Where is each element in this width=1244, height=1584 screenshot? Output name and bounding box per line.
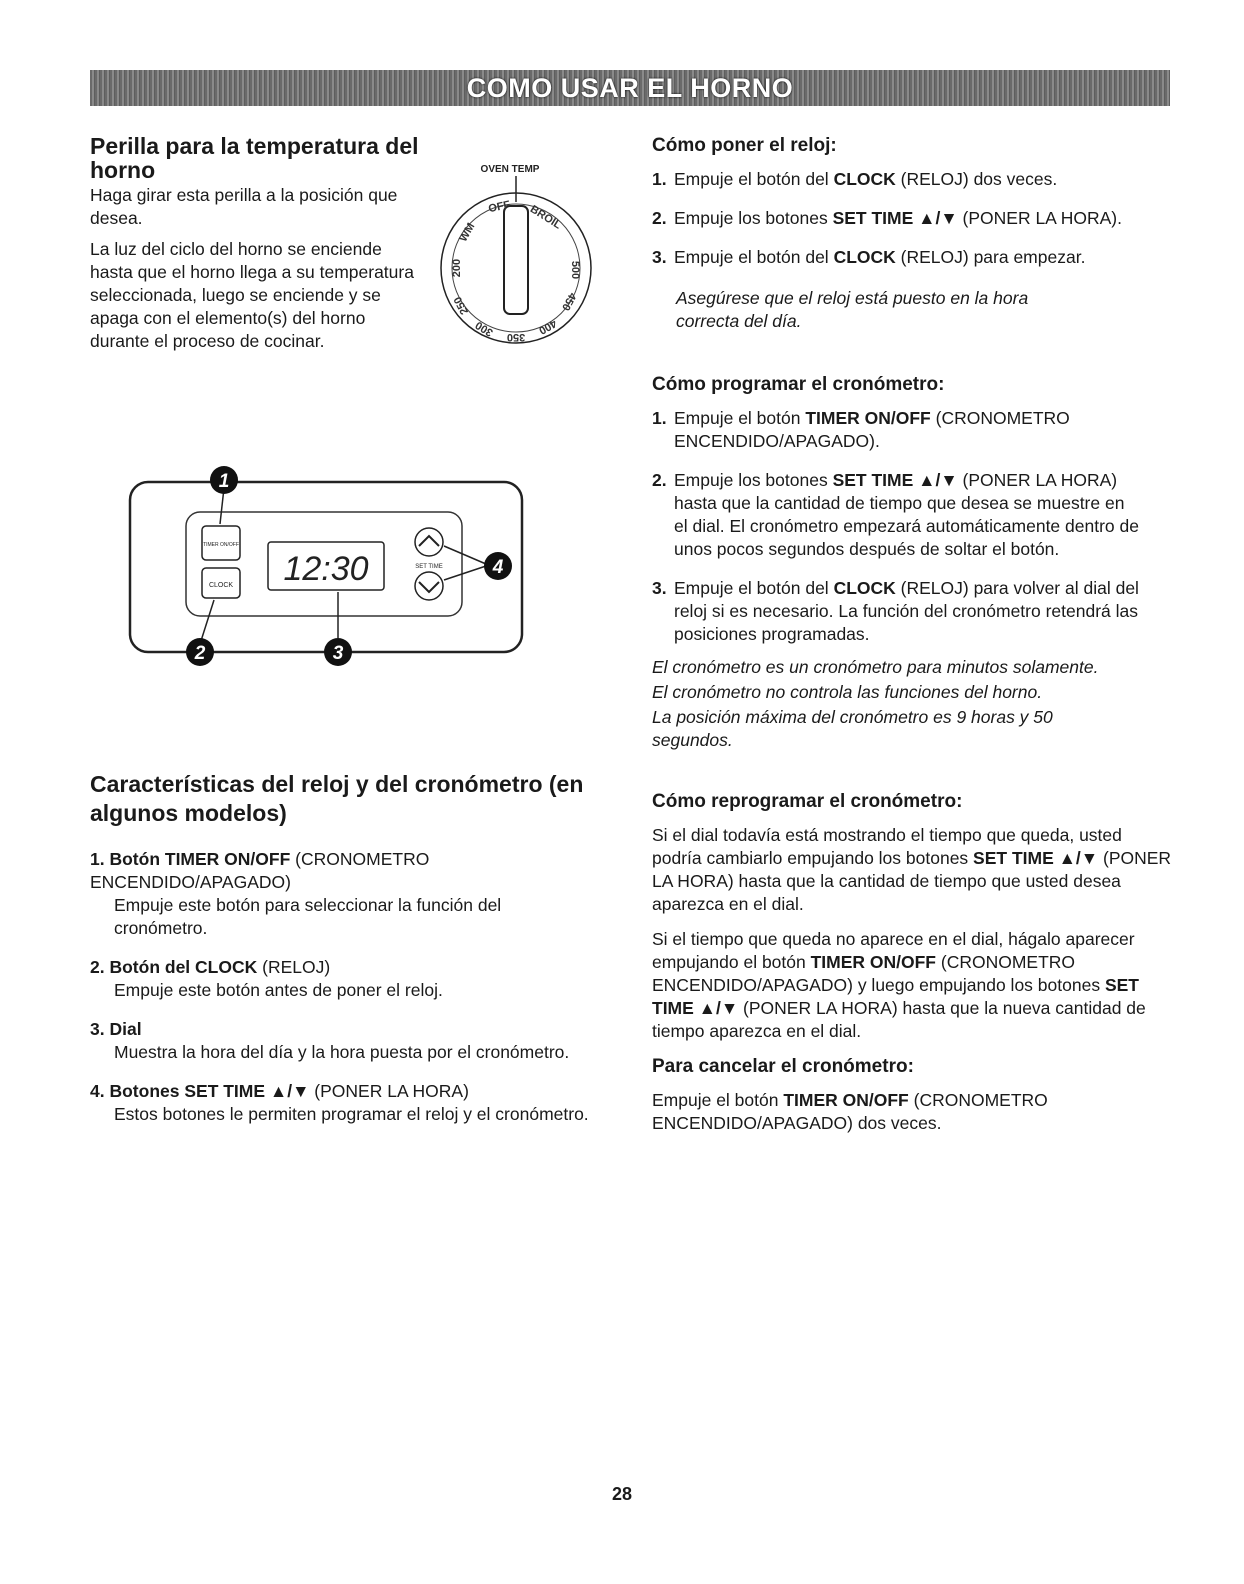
knob-paragraph-1: Haga girar esta perilla a la posición que desea. xyxy=(90,185,398,228)
set-clock-steps xyxy=(652,168,1172,269)
right-column xyxy=(652,134,1172,1135)
timer-button-label: TIMER ON/OFF xyxy=(203,542,239,548)
cancel-timer-title: Para cancelar el cronómetro: xyxy=(652,1056,914,1077)
knob-section xyxy=(90,134,420,353)
set-clock-title: Cómo poner el reloj: xyxy=(652,135,837,156)
feature-item: 3. Dial Muestra la hora del día y la hora puesta por el cronómetro. xyxy=(90,1018,590,1064)
timer-note: El cronómetro no controla las funciones del horno. xyxy=(652,682,1043,702)
timer-note: El cronómetro es un cronómetro para minutos solamente. xyxy=(652,657,1099,677)
callout-number: 3 xyxy=(332,643,344,664)
knob-mark: BROIL xyxy=(527,203,564,232)
features-list xyxy=(90,848,590,1126)
knob-mark: 350 xyxy=(506,331,526,343)
oven-temp-knob-figure xyxy=(420,158,600,358)
feature-description: Empuje este botón para seleccionar la función del cronómetro. xyxy=(114,895,502,938)
knob-section-title: Perilla para la temperatura del horno xyxy=(90,133,419,183)
reset-timer-title: Cómo reprogramar el cronómetro: xyxy=(652,791,963,812)
knob-handle xyxy=(504,206,528,314)
set-time-up-button[interactable] xyxy=(415,528,443,556)
features-section xyxy=(90,770,590,1126)
step-item: 2. Empuje los botones SET TIME ▲/▼ (PONER LA HORA). xyxy=(652,208,1122,228)
banner-title: COMO USAR EL HORNO xyxy=(466,72,794,103)
knob-mark: OFF xyxy=(487,198,512,216)
reset-paragraph-2: Si el tiempo que queda no aparece en el dial, hágalo aparecer empujando el botón TIMER ON/OFF (CRONOMETRO ENCENDIDO/APAGADO) y luego empujando los botones SET TIME ▲/▼ (PONER LA HORA) hasta que la nueva cantidad de tiempo aparezca en el dial. xyxy=(652,929,1146,1041)
features-title: Características del reloj y del cronómetro (en algunos modelos) xyxy=(90,771,584,826)
callout-number: 2 xyxy=(194,643,206,664)
feature-item: 4. Botones SET TIME ▲/▼ (PONER LA HORA) Estos botones le permiten programar el reloj y el cronómetro. xyxy=(90,1081,589,1124)
set-time-label: SET TIME xyxy=(415,564,443,570)
step-item: 1. Empuje el botón TIMER ON/OFF (CRONOMETRO ENCENDIDO/APAGADO). xyxy=(652,408,1070,451)
knob-mark: 500 xyxy=(569,260,581,280)
callout-line xyxy=(444,566,486,580)
page-number: 28 xyxy=(611,1484,633,1504)
knob-mark: 400 xyxy=(536,316,559,337)
knob-mark: 200 xyxy=(451,258,463,278)
section-banner xyxy=(90,70,1170,106)
knob-mark: 450 xyxy=(559,290,579,313)
set-timer-steps xyxy=(652,407,1172,646)
cancel-paragraph: Empuje el botón TIMER ON/OFF (CRONOMETRO ENCENDIDO/APAGADO) dos veces. xyxy=(652,1090,1048,1133)
callout-number: 4 xyxy=(492,557,504,578)
set-time-down-button[interactable] xyxy=(415,572,443,600)
set-clock-note: Asegúrese que el reloj está puesto en la hora correcta del día. xyxy=(676,288,1029,331)
callout-line xyxy=(200,600,214,644)
reset-paragraph-1: Si el dial todavía está mostrando el tiempo que queda, usted podría cambiarlo empujando los botones SET TIME ▲/▼ (PONER LA HORA) hasta que la cantidad de tiempo que usted desea aparezca en el dial. xyxy=(652,825,1172,914)
timer-note: La posición máxima del cronómetro es 9 horas y 50 segundos. xyxy=(652,707,1053,750)
step-item: 3. Empuje el botón del CLOCK (RELOJ) para volver al dial del reloj si es necesario. La función del cronómetro retendrá las posiciones programadas. xyxy=(652,578,1139,644)
feature-description: Muestra la hora del día y la hora puesta por el cronómetro. xyxy=(114,1042,570,1062)
callout-number: 1 xyxy=(218,471,230,492)
step-item: 3. Empuje el botón del CLOCK (RELOJ) para empezar. xyxy=(652,247,1086,267)
feature-description: Empuje este botón antes de poner el reloj. xyxy=(114,980,443,1000)
set-timer-title: Cómo programar el cronómetro: xyxy=(652,374,945,395)
feature-item: 2. Botón del CLOCK (RELOJ) Empuje este botón antes de poner el reloj. xyxy=(90,956,590,1002)
clock-button-label: CLOCK xyxy=(208,582,234,589)
knob-label: OVEN TEMP xyxy=(480,164,540,175)
knob-mark: 300 xyxy=(473,318,496,339)
feature-description: Estos botones le permiten programar el reloj y el cronómetro. xyxy=(114,1104,589,1124)
knob-mark: 250 xyxy=(451,294,471,317)
step-item: 1. Empuje el botón del CLOCK (RELOJ) dos veces. xyxy=(652,169,1058,189)
knob-mark: WM xyxy=(457,221,478,244)
feature-item: 1. Botón TIMER ON/OFF (CRONOMETRO ENCENDIDO/APAGADO) Empuje este botón para seleccionar la función del cronómetro. xyxy=(90,848,590,940)
step-item: 2. Empuje los botones SET TIME ▲/▼ (PONER LA HORA) hasta que la cantidad de tiempo que desea se muestre en el dial. El cronómetro empezará automáticamente dentro de unos pocos segundos después de soltar el botón. xyxy=(652,470,1139,559)
knob-paragraph-2: La luz del ciclo del horno se enciende hasta que el horno llega a su temperatura seleccionada, luego se enciende y se apaga con el elemento(s) del horno durante el proceso de cocinar. xyxy=(90,239,414,351)
dial-display-time: 12:30 xyxy=(283,550,369,588)
callout-line xyxy=(444,546,486,564)
control-panel-figure xyxy=(128,460,528,692)
